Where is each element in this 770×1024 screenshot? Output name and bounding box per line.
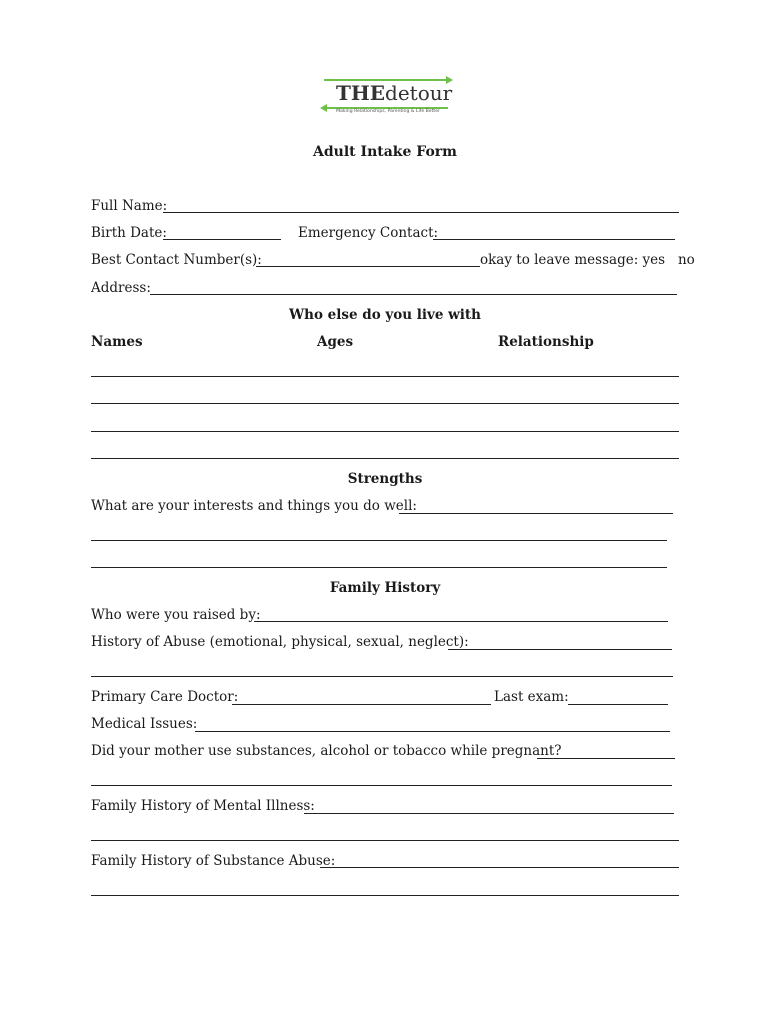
household-heading: Who else do you live with [289,307,481,323]
family-history-heading: Family History [329,580,441,596]
doctor-label: Primary Care Doctor: [91,689,239,705]
substances-label: Did your mother use substances, alcohol or tobacco while pregnant? [91,743,562,759]
best-contact-label: Best Contact Number(s): [91,252,262,268]
household-row-1[interactable] [91,376,679,377]
medical-issues-field[interactable] [195,731,670,732]
interests-line-3[interactable] [91,567,667,568]
interests-line-2[interactable] [91,540,667,541]
emergency-contact-field[interactable] [433,239,675,240]
substance-abuse-field[interactable] [320,867,679,868]
interests-field[interactable] [399,513,673,514]
last-exam-field[interactable] [568,704,668,705]
logo-tagline: Making Relationships, Parenting & Life Better [336,109,440,114]
household-row-3[interactable] [91,431,679,432]
leave-message-label: okay to leave message: yes no [480,252,695,268]
col-ages-header: Ages [317,334,354,350]
strengths-heading: Strengths [347,471,423,487]
logo-left-arrow-icon [320,104,327,112]
substances-line-2[interactable] [91,785,672,786]
address-label: Address: [91,280,151,296]
form-title: Adult Intake Form [313,144,457,160]
raised-by-label: Who were you raised by: [91,607,261,623]
substance-abuse-label: Family History of Substance Abuse: [91,853,336,869]
company-logo [320,76,454,120]
birth-date-field[interactable] [163,239,281,240]
doctor-field[interactable] [232,704,491,705]
emergency-contact-label: Emergency Contact: [298,225,439,241]
household-row-4[interactable] [91,458,679,459]
col-relationship-header: Relationship [498,334,594,350]
abuse-field[interactable] [448,649,672,650]
abuse-label: History of Abuse (emotional, physical, sexual, neglect): [91,634,469,650]
full-name-field[interactable] [163,212,679,213]
logo-brand: THEdetour [336,81,453,105]
col-names-header: Names [91,334,143,350]
abuse-line-2[interactable] [91,676,673,677]
best-contact-field[interactable] [256,266,480,267]
mental-illness-line-2[interactable] [91,840,679,841]
substances-field[interactable] [537,758,675,759]
raised-by-field[interactable] [254,621,668,622]
birth-date-label: Birth Date: [91,225,167,241]
interests-label: What are your interests and things you do well: [91,498,417,514]
substance-abuse-line-2[interactable] [91,895,679,896]
last-exam-label: Last exam: [494,689,569,705]
mental-illness-field[interactable] [304,813,674,814]
household-row-2[interactable] [91,403,679,404]
mental-illness-label: Family History of Mental Illness: [91,798,315,814]
full-name-label: Full Name: [91,198,168,214]
medical-issues-label: Medical Issues: [91,716,198,732]
address-field[interactable] [150,294,677,295]
